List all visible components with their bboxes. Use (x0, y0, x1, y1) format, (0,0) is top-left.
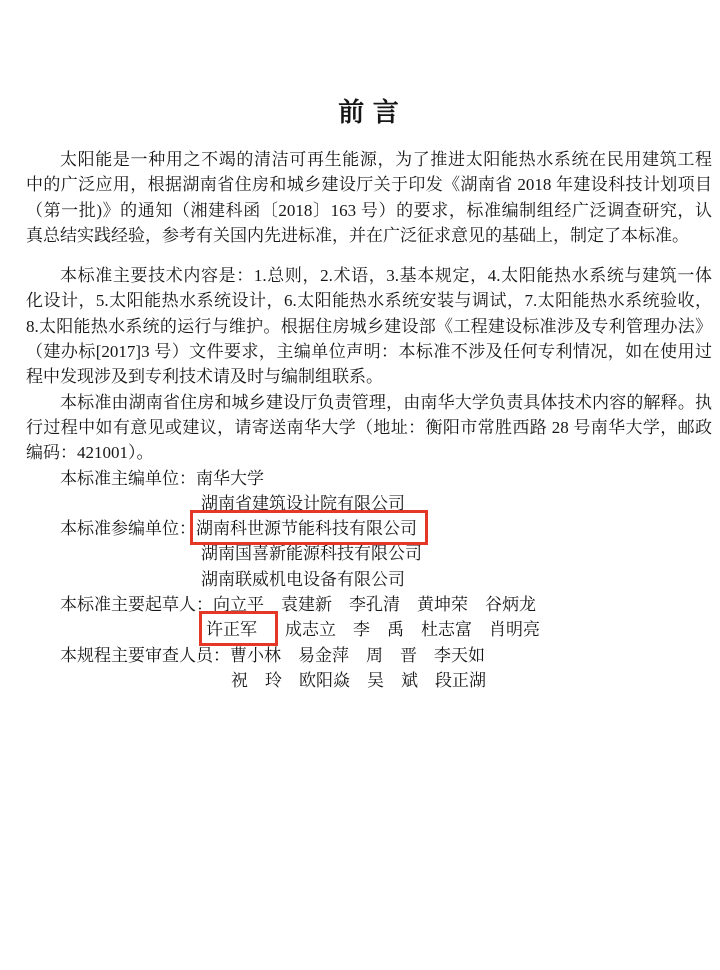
page-title: 前 言 (338, 98, 400, 127)
credit-row-chief-unit (26, 466, 712, 491)
paragraph-line: 行过程中如有意见或建议，请寄送南华大学（地址：衡阳市常胜西路 28 号南华大学，邮政 (26, 417, 712, 437)
credit-row-participating-unit-2 (26, 541, 712, 566)
paragraph-line: 本标准主要技术内容是：1.总则，2.术语，3.基本规定，4.太阳能热水系统与建筑一体 (60, 266, 712, 286)
credit-label-drafters: 本标准主要起草人： (60, 595, 213, 615)
credit-row-participating-unit-3 (26, 567, 712, 592)
paragraph-line: 本标准由湖南省住房和城乡建设厅负责管理，由南华大学负责具体技术内容的解释。执 (60, 392, 712, 412)
highlight-box-person (206, 617, 257, 642)
credit-value-reviewers-2: 祝 玲 欧阳焱 吴 斌 段正湖 (231, 670, 486, 690)
paragraph-line: 中的广泛应用，根据湖南省住房和城乡建设厅关于印发《湖南省 2018 年建设科技计划项目 (26, 175, 712, 195)
credit-value-drafter-boxed: 许正军 (206, 620, 257, 640)
credit-label-participating-unit: 本标准参编单位： (60, 519, 196, 539)
paragraph-line: （建办标[2017]3 号）文件要求，主编单位声明：本标准不涉及任何专利情况，如在使用过 (26, 342, 712, 362)
credit-value-drafters-2: 成志立 李 禹 杜志富 肖明亮 (285, 620, 540, 640)
paragraph-line: 编码：421001）。 (26, 443, 154, 463)
paragraph-line: 真总结实践经验，参考有关国内先进标准，并在广泛征求意见的基础上，制定了本标准。 (26, 225, 689, 245)
highlight-box-company (196, 516, 417, 541)
credit-row-reviewers-2 (26, 668, 712, 693)
credit-value-participating-unit-2: 湖南国喜新能源科技有限公司 (201, 544, 422, 564)
credit-label-reviewers: 本规程主要审查人员： (60, 645, 230, 665)
credit-row-chief-unit-2 (26, 491, 712, 516)
paragraph-intro (26, 147, 712, 248)
credit-row-participating-unit (26, 516, 712, 541)
credit-row-drafters-2 (26, 617, 712, 642)
credits-section (26, 466, 712, 694)
paragraph-line: 8.太阳能热水系统的运行与维护。根据住房城乡建设部《工程建设标准涉及专利管理办法》 (26, 316, 712, 336)
credit-value-participating-unit-3: 湖南联威机电设备有限公司 (201, 569, 405, 589)
paragraph-management (26, 390, 712, 466)
paragraph-line: 程中发现涉及到专利技术请及时与编制组联系。 (26, 367, 383, 387)
credit-value-participating-unit-1: 湖南科世源节能科技有限公司 (196, 519, 417, 539)
credit-value-chief-unit-2: 湖南省建筑设计院有限公司 (201, 493, 405, 513)
credit-value-reviewers-1: 曹小林 易金萍 周 晋 李天如 (230, 645, 485, 665)
credit-row-drafters (26, 592, 712, 617)
credit-value-drafters-1: 向立平 袁建新 李孔清 黄坤荣 谷炳龙 (213, 595, 536, 615)
paragraph-line: 化设计，5.太阳能热水系统设计，6.太阳能热水系统安装与调试，7.太阳能热水系统验收， (26, 291, 712, 311)
credit-label-chief-unit: 本标准主编单位： (60, 468, 196, 488)
credit-row-reviewers (26, 643, 712, 668)
credit-value-chief-unit: 南华大学 (196, 468, 264, 488)
paragraph-line: 太阳能是一种用之不竭的清洁可再生能源，为了推进太阳能热水系统在民用建筑工程 (60, 150, 712, 169)
paragraph-line: （第一批)》的通知（湘建科函〔2018〕163 号）的要求，标准编制组经广泛调查研究，认 (26, 200, 712, 220)
paragraph-contents (26, 263, 712, 389)
